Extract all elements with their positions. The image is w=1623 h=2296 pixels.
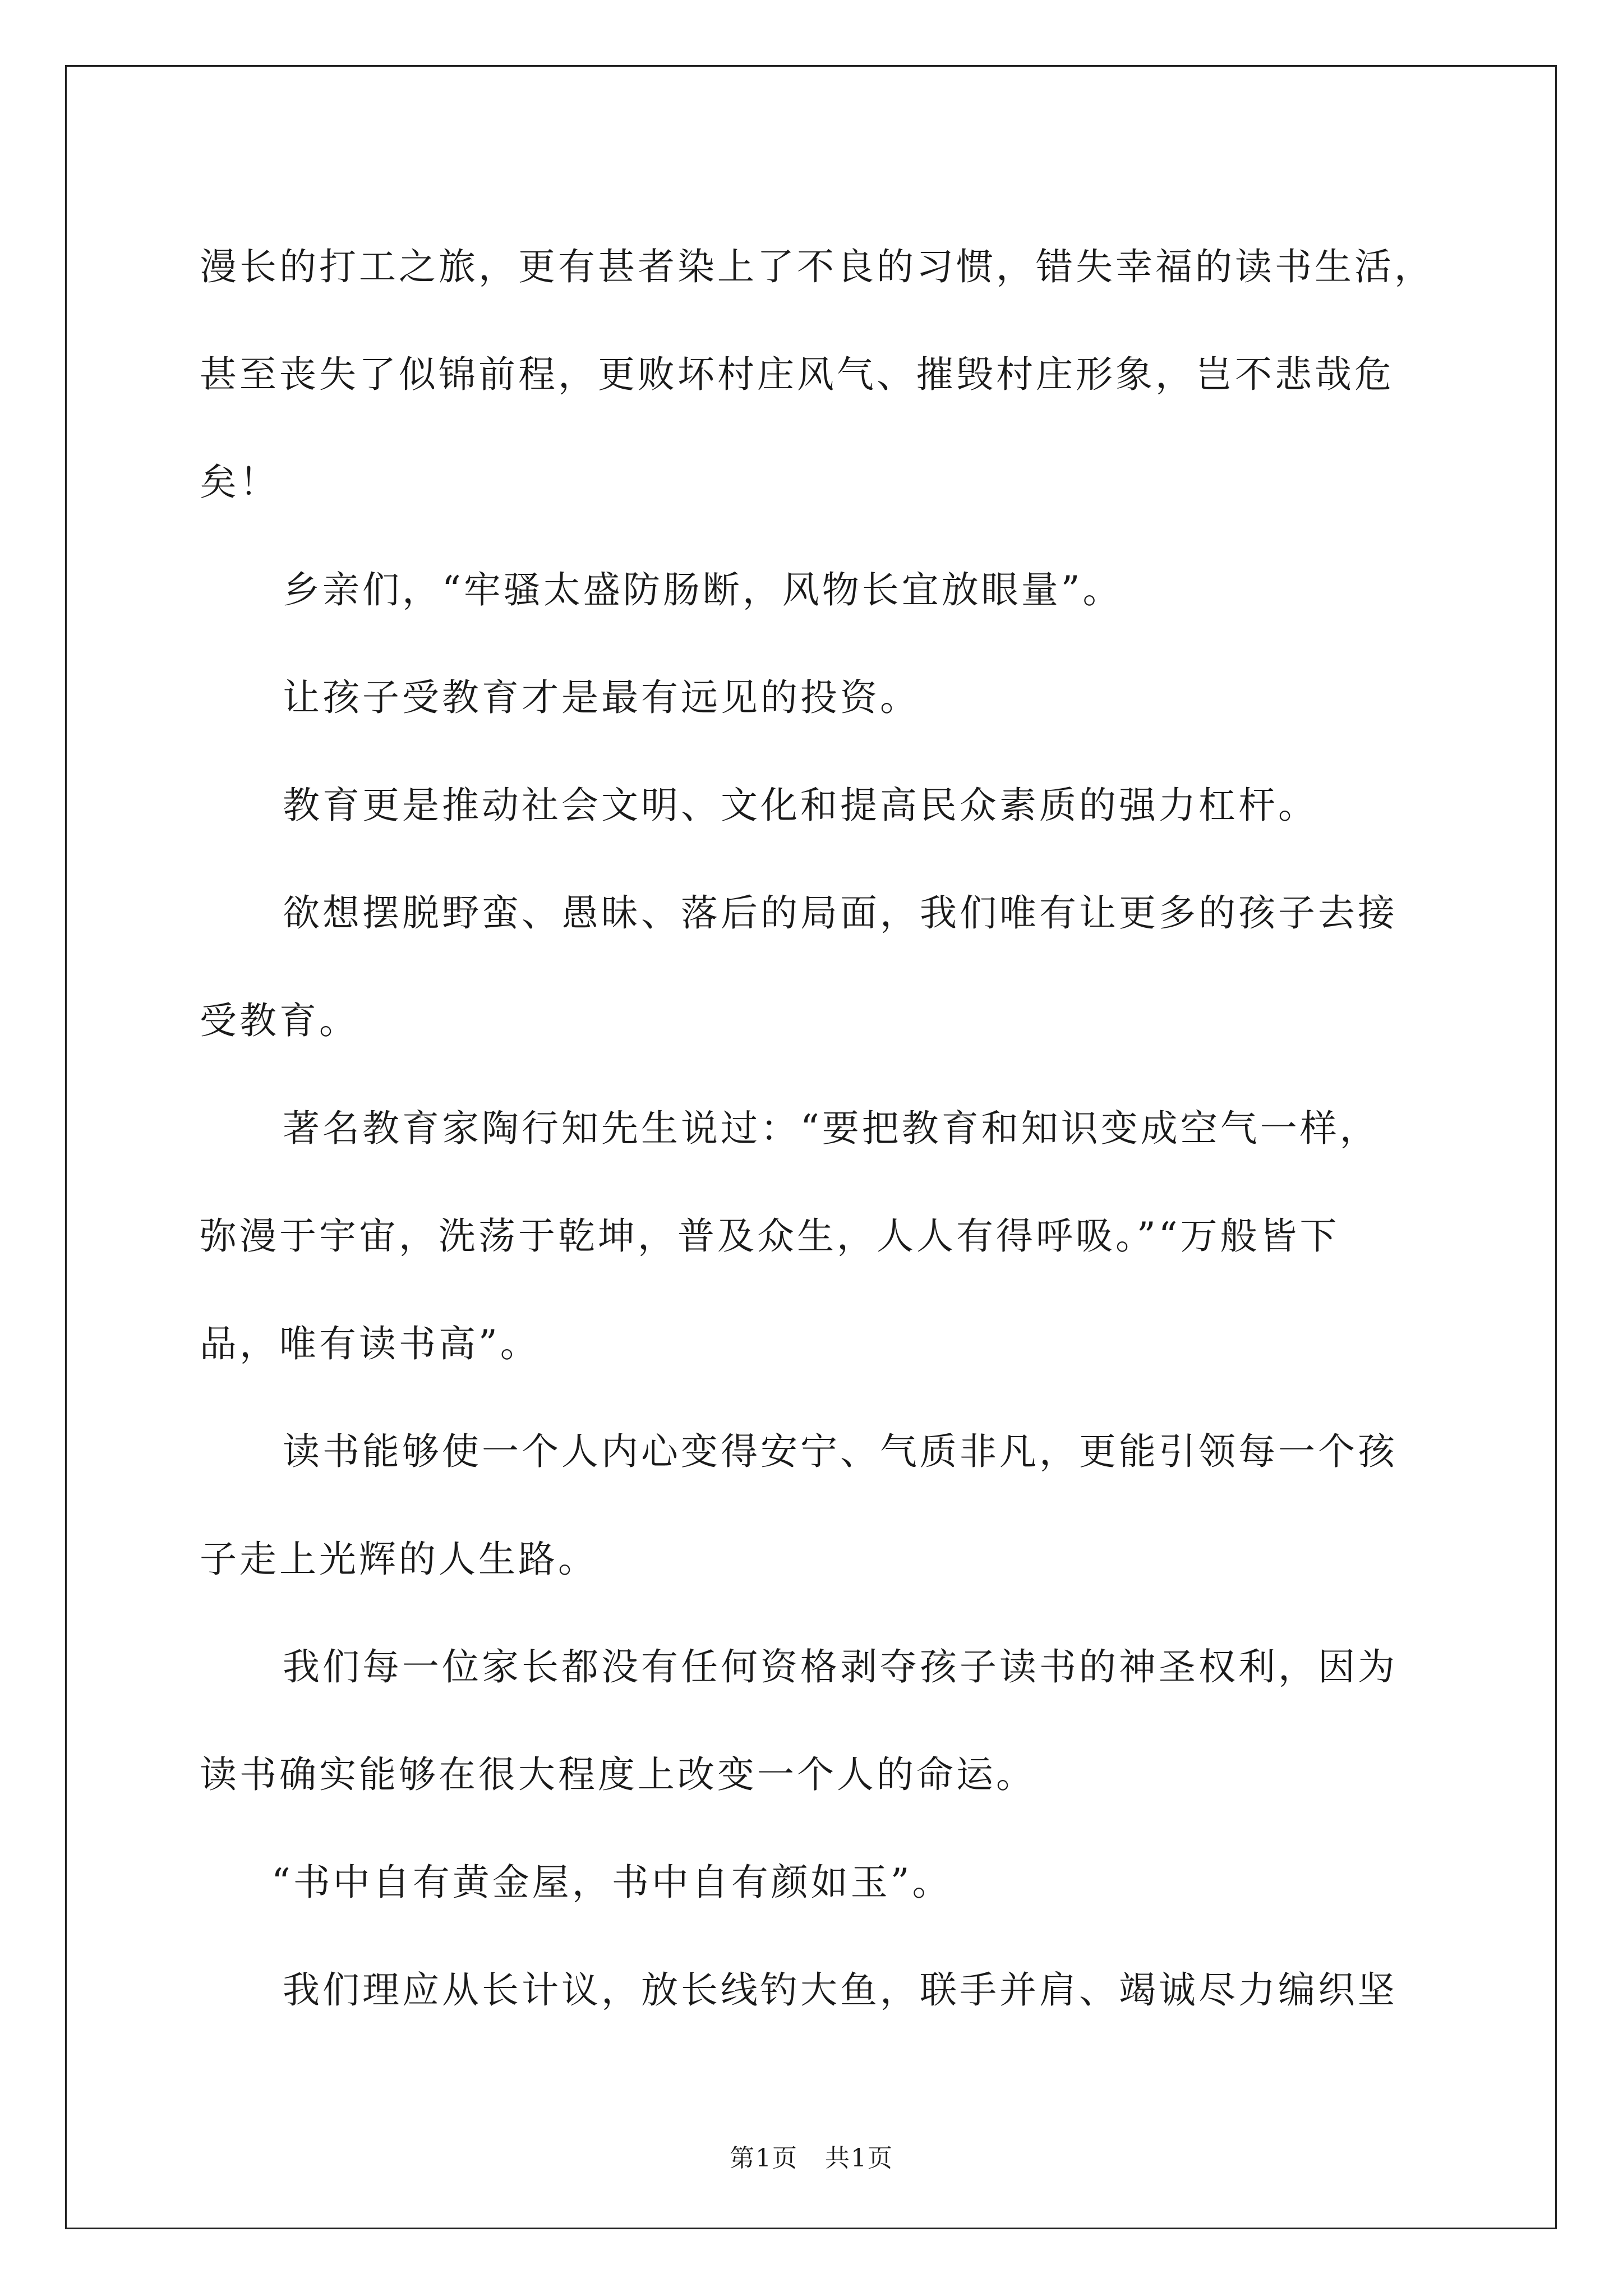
paragraph-line: 欲想摆脱野蛮、愚昧、落后的局面，我们唯有让更多的孩子去接	[283, 891, 1398, 935]
paragraph-line: 读书能够使一个人内心变得安宁、气质非凡，更能引领每一个孩	[283, 1430, 1398, 1473]
paragraph-line: 我们理应从长计议，放长线钓大鱼，联手并肩、竭诚尽力编织坚	[283, 1968, 1398, 2012]
paragraph-line: “书中自有黄金屋，书中自有颜如玉”。	[271, 1861, 952, 1904]
paragraph-line: 著名教育家陶行知先生说过：“要把教育和知识变成空气一样，	[283, 1107, 1380, 1150]
text-line: 读书确实能够在很大程度上改变一个人的命运。	[200, 1753, 1036, 1796]
text-line: 品，唯有读书高”。	[200, 1322, 540, 1365]
paragraph-line: 乡亲们，“牢骚太盛防肠断，风物长宜放眼量”。	[283, 568, 1123, 611]
document-body	[200, 213, 1439, 2044]
text-line: 矣！	[200, 461, 279, 504]
paragraph-line: 我们每一位家长都没有任何资格剥夺孩子读书的神圣权利，因为	[283, 1645, 1398, 1688]
page-footer	[0, 2142, 1623, 2175]
text-line: 漫长的打工之旅，更有甚者染上了不良的习惯，错失幸福的读书生活，	[200, 245, 1434, 288]
text-line: 弥漫于宇宙，洗荡于乾坤，普及众生，人人有得呼吸。”“万般皆下	[200, 1214, 1340, 1258]
page-total: 共1页	[825, 2144, 893, 2173]
text-line: 子走上光辉的人生路。	[200, 1538, 598, 1581]
text-line: 受教育。	[200, 999, 359, 1042]
text-line: 甚至丧失了似锦前程，更败坏村庄风气、摧毁村庄形象，岂不悲哉危	[200, 353, 1394, 396]
paragraph-line: 让孩子受教育才是最有远见的投资。	[283, 676, 920, 719]
paragraph-line: 教育更是推动社会文明、文化和提高民众素质的强力杠杆。	[283, 784, 1318, 827]
page-number: 第1页	[730, 2144, 798, 2173]
